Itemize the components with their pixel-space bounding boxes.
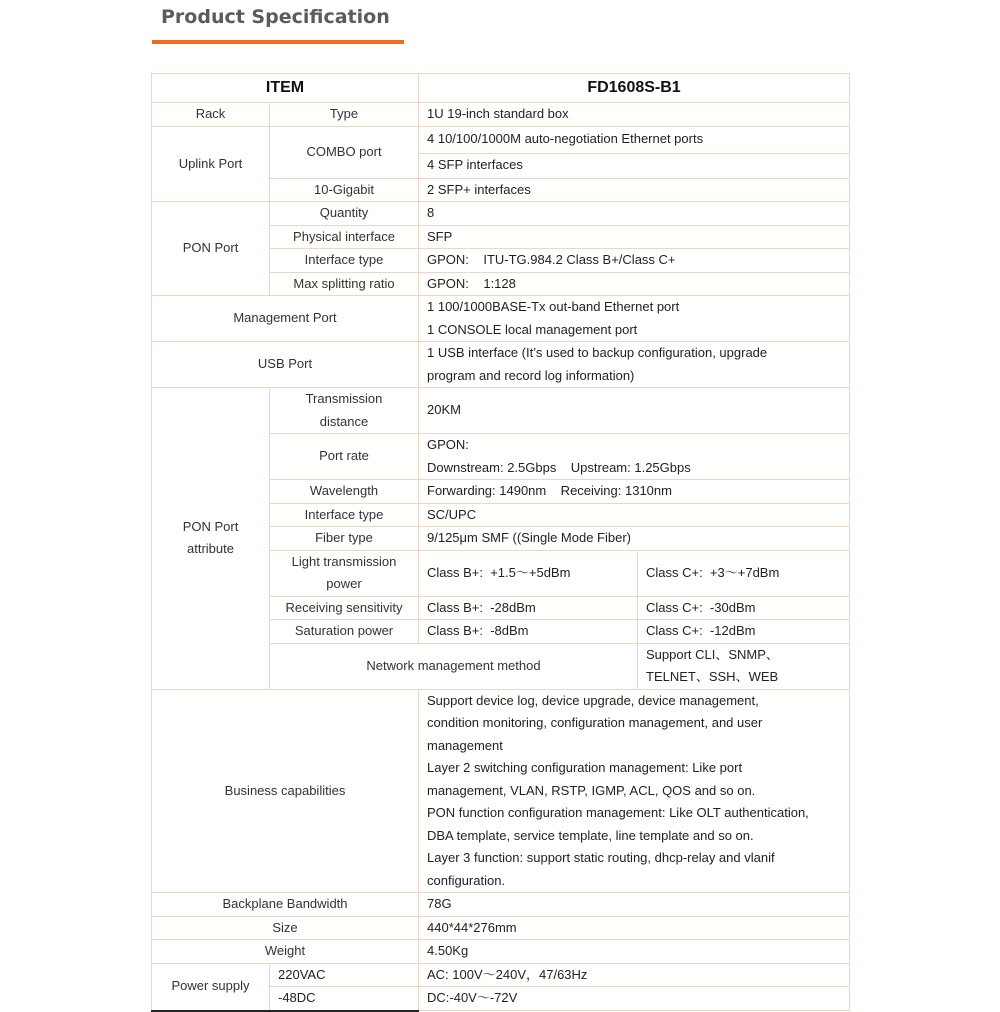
table-row (152, 893, 850, 917)
rack-type-value: 1U 19-inch standard box (419, 103, 850, 127)
pon-attr-label (152, 388, 270, 690)
management-port-label: Management Port (152, 296, 419, 342)
backplane-label: Backplane Bandwidth (152, 893, 419, 917)
pon-quantity-value: 8 (419, 202, 850, 226)
light-power-label-line: power (326, 576, 362, 591)
light-power-class-c: Class C+: +3～+7dBm (638, 550, 850, 596)
combo-port-label: COMBO port (270, 126, 419, 178)
power-ac-label: 220VAC (270, 963, 419, 987)
transmission-value: 20KM (419, 388, 850, 434)
table-row (152, 689, 850, 893)
wavelength-value: Forwarding: 1490nm Receiving: 1310nm (419, 480, 850, 504)
size-value: 440*44*276mm (419, 916, 850, 940)
port-rate-line: Downstream: 2.5Gbps Upstream: 1.25Gbps (427, 459, 691, 475)
pon-interface-type-label: Interface type (270, 249, 419, 273)
business-line: configuration. (427, 872, 506, 888)
table-row (152, 916, 850, 940)
saturation-class-c: Class C+: -12dBm (638, 620, 850, 644)
pon-splitting-label: Max splitting ratio (270, 272, 419, 296)
tengig-label: 10-Gigabit (270, 178, 419, 202)
table-row (152, 296, 850, 342)
power-ac-value: AC: 100V～240V，47/63Hz (419, 963, 850, 987)
business-line: Layer 2 switching configuration management: Like port (427, 760, 743, 775)
usb-port-line: program and record log information) (427, 367, 635, 383)
power-dc-label: -48DC (270, 987, 419, 1011)
business-line: PON function configuration management: Like OLT authentication, (427, 805, 809, 820)
power-dc-value: DC:-40V～-72V (419, 987, 850, 1011)
port-rate-label: Port rate (270, 434, 419, 480)
usb-port-line: 1 USB interface (It’s used to backup configuration, upgrade (427, 345, 768, 360)
table-row (152, 940, 850, 964)
spec-table (151, 73, 850, 1012)
header-item: ITEM (152, 74, 419, 103)
table-row (152, 963, 850, 987)
size-label: Size (152, 916, 419, 940)
port-rate-value (419, 434, 850, 480)
table-row (152, 126, 850, 153)
wavelength-label: Wavelength (270, 480, 419, 504)
table-row (152, 388, 850, 434)
network-mgmt-label: Network management method (270, 643, 638, 689)
combo-port-value-2: 4 SFP interfaces (419, 153, 850, 178)
saturation-label: Saturation power (270, 620, 419, 644)
pon-physical-label: Physical interface (270, 225, 419, 249)
table-row (152, 103, 850, 127)
business-line: management, VLAN, RSTP, IGMP, ACL, QOS and so on. (427, 782, 756, 798)
management-port-line: 1 100/1000BASE-Tx out-band Ethernet port (427, 299, 680, 314)
header-model: FD1608S-B1 (419, 74, 850, 103)
saturation-class-b: Class B+: -8dBm (419, 620, 638, 644)
rack-label: Rack (152, 103, 270, 127)
combo-port-value-1: 4 10/100/1000M auto-negotiation Ethernet ports (419, 126, 850, 153)
pon-attr-label-line: PON Port (182, 518, 239, 534)
light-power-label-line: Light transmission (291, 553, 397, 569)
transmission-label-line: distance (319, 413, 369, 429)
pon-physical-value: SFP (419, 225, 850, 249)
business-line: condition monitoring, configuration management, and user (427, 715, 763, 730)
pon-port-label: PON Port (152, 202, 270, 296)
light-power-label (270, 550, 419, 596)
pon-interface-type-value: GPON: ITU-TG.984.2 Class B+/Class C+ (419, 249, 850, 273)
pon-quantity-label: Quantity (270, 202, 419, 226)
interface-type-label: Interface type (270, 503, 419, 527)
transmission-label-line: Transmission (305, 391, 383, 406)
page-title: Product Specification (161, 6, 390, 28)
tengig-value: 2 SFP+ interfaces (419, 178, 850, 202)
business-line: DBA template, service template, line template and so on. (427, 827, 754, 843)
business-value (419, 689, 850, 893)
rack-type-label: Type (270, 103, 419, 127)
management-port-value (419, 296, 850, 342)
title-underline (152, 40, 404, 44)
business-line: Support device log, device upgrade, device management, (427, 692, 759, 708)
rx-sensitivity-class-b: Class B+: -28dBm (419, 596, 638, 620)
pon-attr-label-line: attribute (187, 541, 234, 557)
network-mgmt-value: Support CLI、SNMP、TELNET、SSH、WEB (638, 643, 850, 689)
business-label: Business capabilities (152, 689, 419, 893)
port-rate-line: GPON: (427, 437, 469, 452)
usb-port-value (419, 342, 850, 388)
weight-value: 4.50Kg (419, 940, 850, 964)
table-row (152, 202, 850, 226)
light-power-class-b: Class B+: +1.5～+5dBm (419, 550, 638, 596)
business-line: management (427, 737, 503, 753)
usb-port-label: USB Port (152, 342, 419, 388)
transmission-label (270, 388, 419, 434)
backplane-value: 78G (419, 893, 850, 917)
table-row (152, 342, 850, 388)
fiber-type-label: Fiber type (270, 527, 419, 551)
header-row (152, 74, 850, 103)
weight-label: Weight (152, 940, 419, 964)
business-line: Layer 3 function: support static routing, dhcp-relay and vlanif (427, 850, 775, 865)
uplink-label: Uplink Port (152, 126, 270, 202)
pon-splitting-value: GPON: 1:128 (419, 272, 850, 296)
fiber-type-value: 9/125μm SMF ((Single Mode Fiber) (419, 527, 850, 551)
power-label: Power supply (152, 963, 270, 1011)
interface-type-value: SC/UPC (419, 503, 850, 527)
management-port-line: 1 CONSOLE local management port (427, 321, 638, 337)
rx-sensitivity-class-c: Class C+: -30dBm (638, 596, 850, 620)
rx-sensitivity-label: Receiving sensitivity (270, 596, 419, 620)
